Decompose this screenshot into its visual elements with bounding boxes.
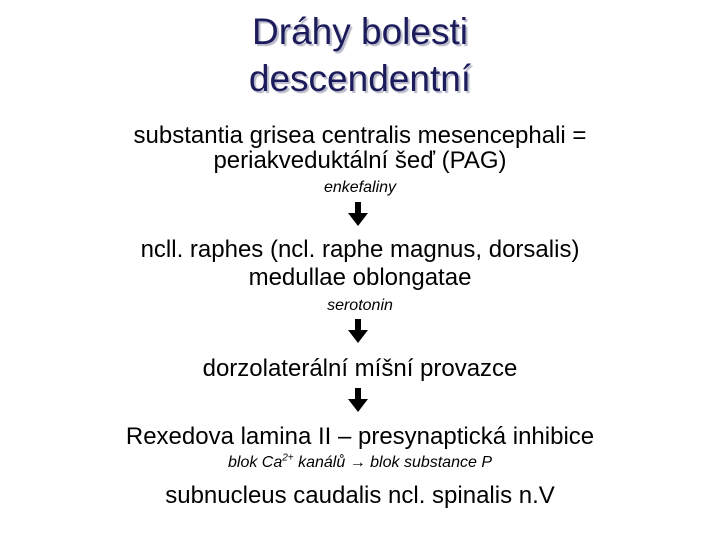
title-line-2: descendentní — [248, 58, 472, 99]
mechanism-note — [0, 453, 720, 473]
rexed-lamina: Rexedova lamina II – presynaptická inhibice — [125, 423, 595, 450]
transmitter-enkefaliny: enkefaliny — [323, 179, 397, 196]
dorsolateral-funiculus: dorzolaterální míšní provazce — [202, 355, 518, 382]
transmitter-serotonin: serotonin — [327, 297, 393, 314]
subnucleus-caudalis: subnucleus caudalis ncl. spinalis n.V — [165, 482, 555, 509]
pag-line-1: substantia grisea centralis mesencephali = — [133, 122, 587, 149]
raphe-line-2: medullae oblongatae — [248, 264, 472, 291]
arrow-down-icon — [347, 387, 369, 413]
arrow-down-icon — [347, 318, 369, 344]
slide-title — [0, 8, 720, 102]
mechanism-superscript: 2+ — [282, 452, 294, 464]
pag-line-2: periakveduktální šeď (PAG) — [213, 147, 507, 174]
arrow-down-icon — [347, 201, 369, 227]
mechanism-after: kanálů → blok substance P — [293, 454, 492, 471]
title-line-1: Dráhy bolesti — [252, 11, 468, 52]
mechanism-before: blok Ca — [228, 454, 283, 471]
raphe-line-1: ncll. raphes (ncl. raphe magnus, dorsalis) — [140, 236, 580, 263]
